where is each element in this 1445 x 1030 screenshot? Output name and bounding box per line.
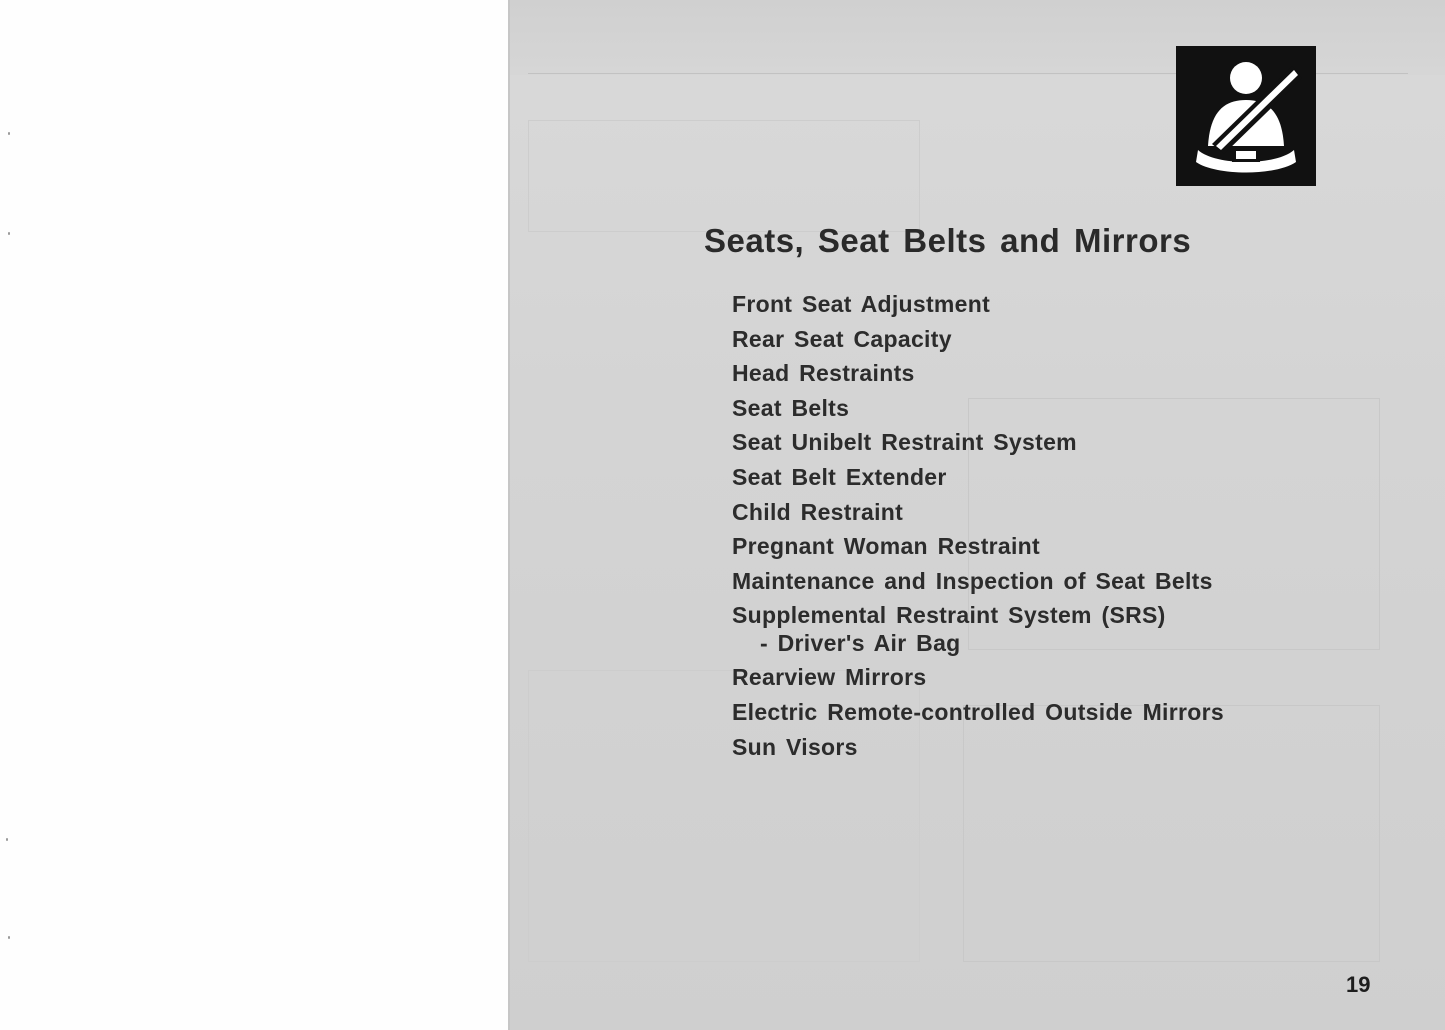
contents-item: Rearview Mirrors xyxy=(732,664,927,691)
chapter-title: Seats, Seat Belts and Mirrors xyxy=(704,222,1192,259)
contents-item: Pregnant Woman Restraint xyxy=(732,533,1040,560)
contents-item: Front Seat Adjustment xyxy=(732,291,991,317)
chapter-contents-list xyxy=(732,287,1224,764)
scan-speck xyxy=(8,232,10,235)
blank-left-page xyxy=(0,0,508,1030)
contents-item: Seat Belt Extender xyxy=(732,463,947,490)
seat-belt-pictogram xyxy=(1176,46,1316,186)
contents-item: Sun Visors xyxy=(732,733,858,760)
contents-item: Child Restraint xyxy=(732,498,904,525)
page-number: 19 xyxy=(1346,972,1371,997)
bleed-through-text-block xyxy=(528,120,920,232)
chapter-title-page xyxy=(508,0,1445,1030)
contents-item-with-subitem xyxy=(732,598,1224,660)
contents-subitem-label: - Driver's Air Bag xyxy=(760,630,961,657)
contents-item: Seat Belts xyxy=(732,394,850,421)
page-fold-edge xyxy=(508,0,510,1030)
contents-item: Electric Remote-controlled Outside Mirrors xyxy=(732,698,1224,725)
contents-item: Seat Unibelt Restraint System xyxy=(732,429,1077,456)
contents-item: Rear Seat Capacity xyxy=(732,325,952,352)
contents-item-label: Supplemental Restraint System (SRS) xyxy=(732,602,1166,629)
contents-item: Head Restraints xyxy=(732,360,915,387)
contents-item: Maintenance and Inspection of Seat Belts xyxy=(732,567,1213,594)
scan-speck xyxy=(8,132,10,135)
seat-belt-icon xyxy=(1176,46,1316,186)
scan-speck xyxy=(8,936,10,939)
scan-speck xyxy=(6,838,8,841)
